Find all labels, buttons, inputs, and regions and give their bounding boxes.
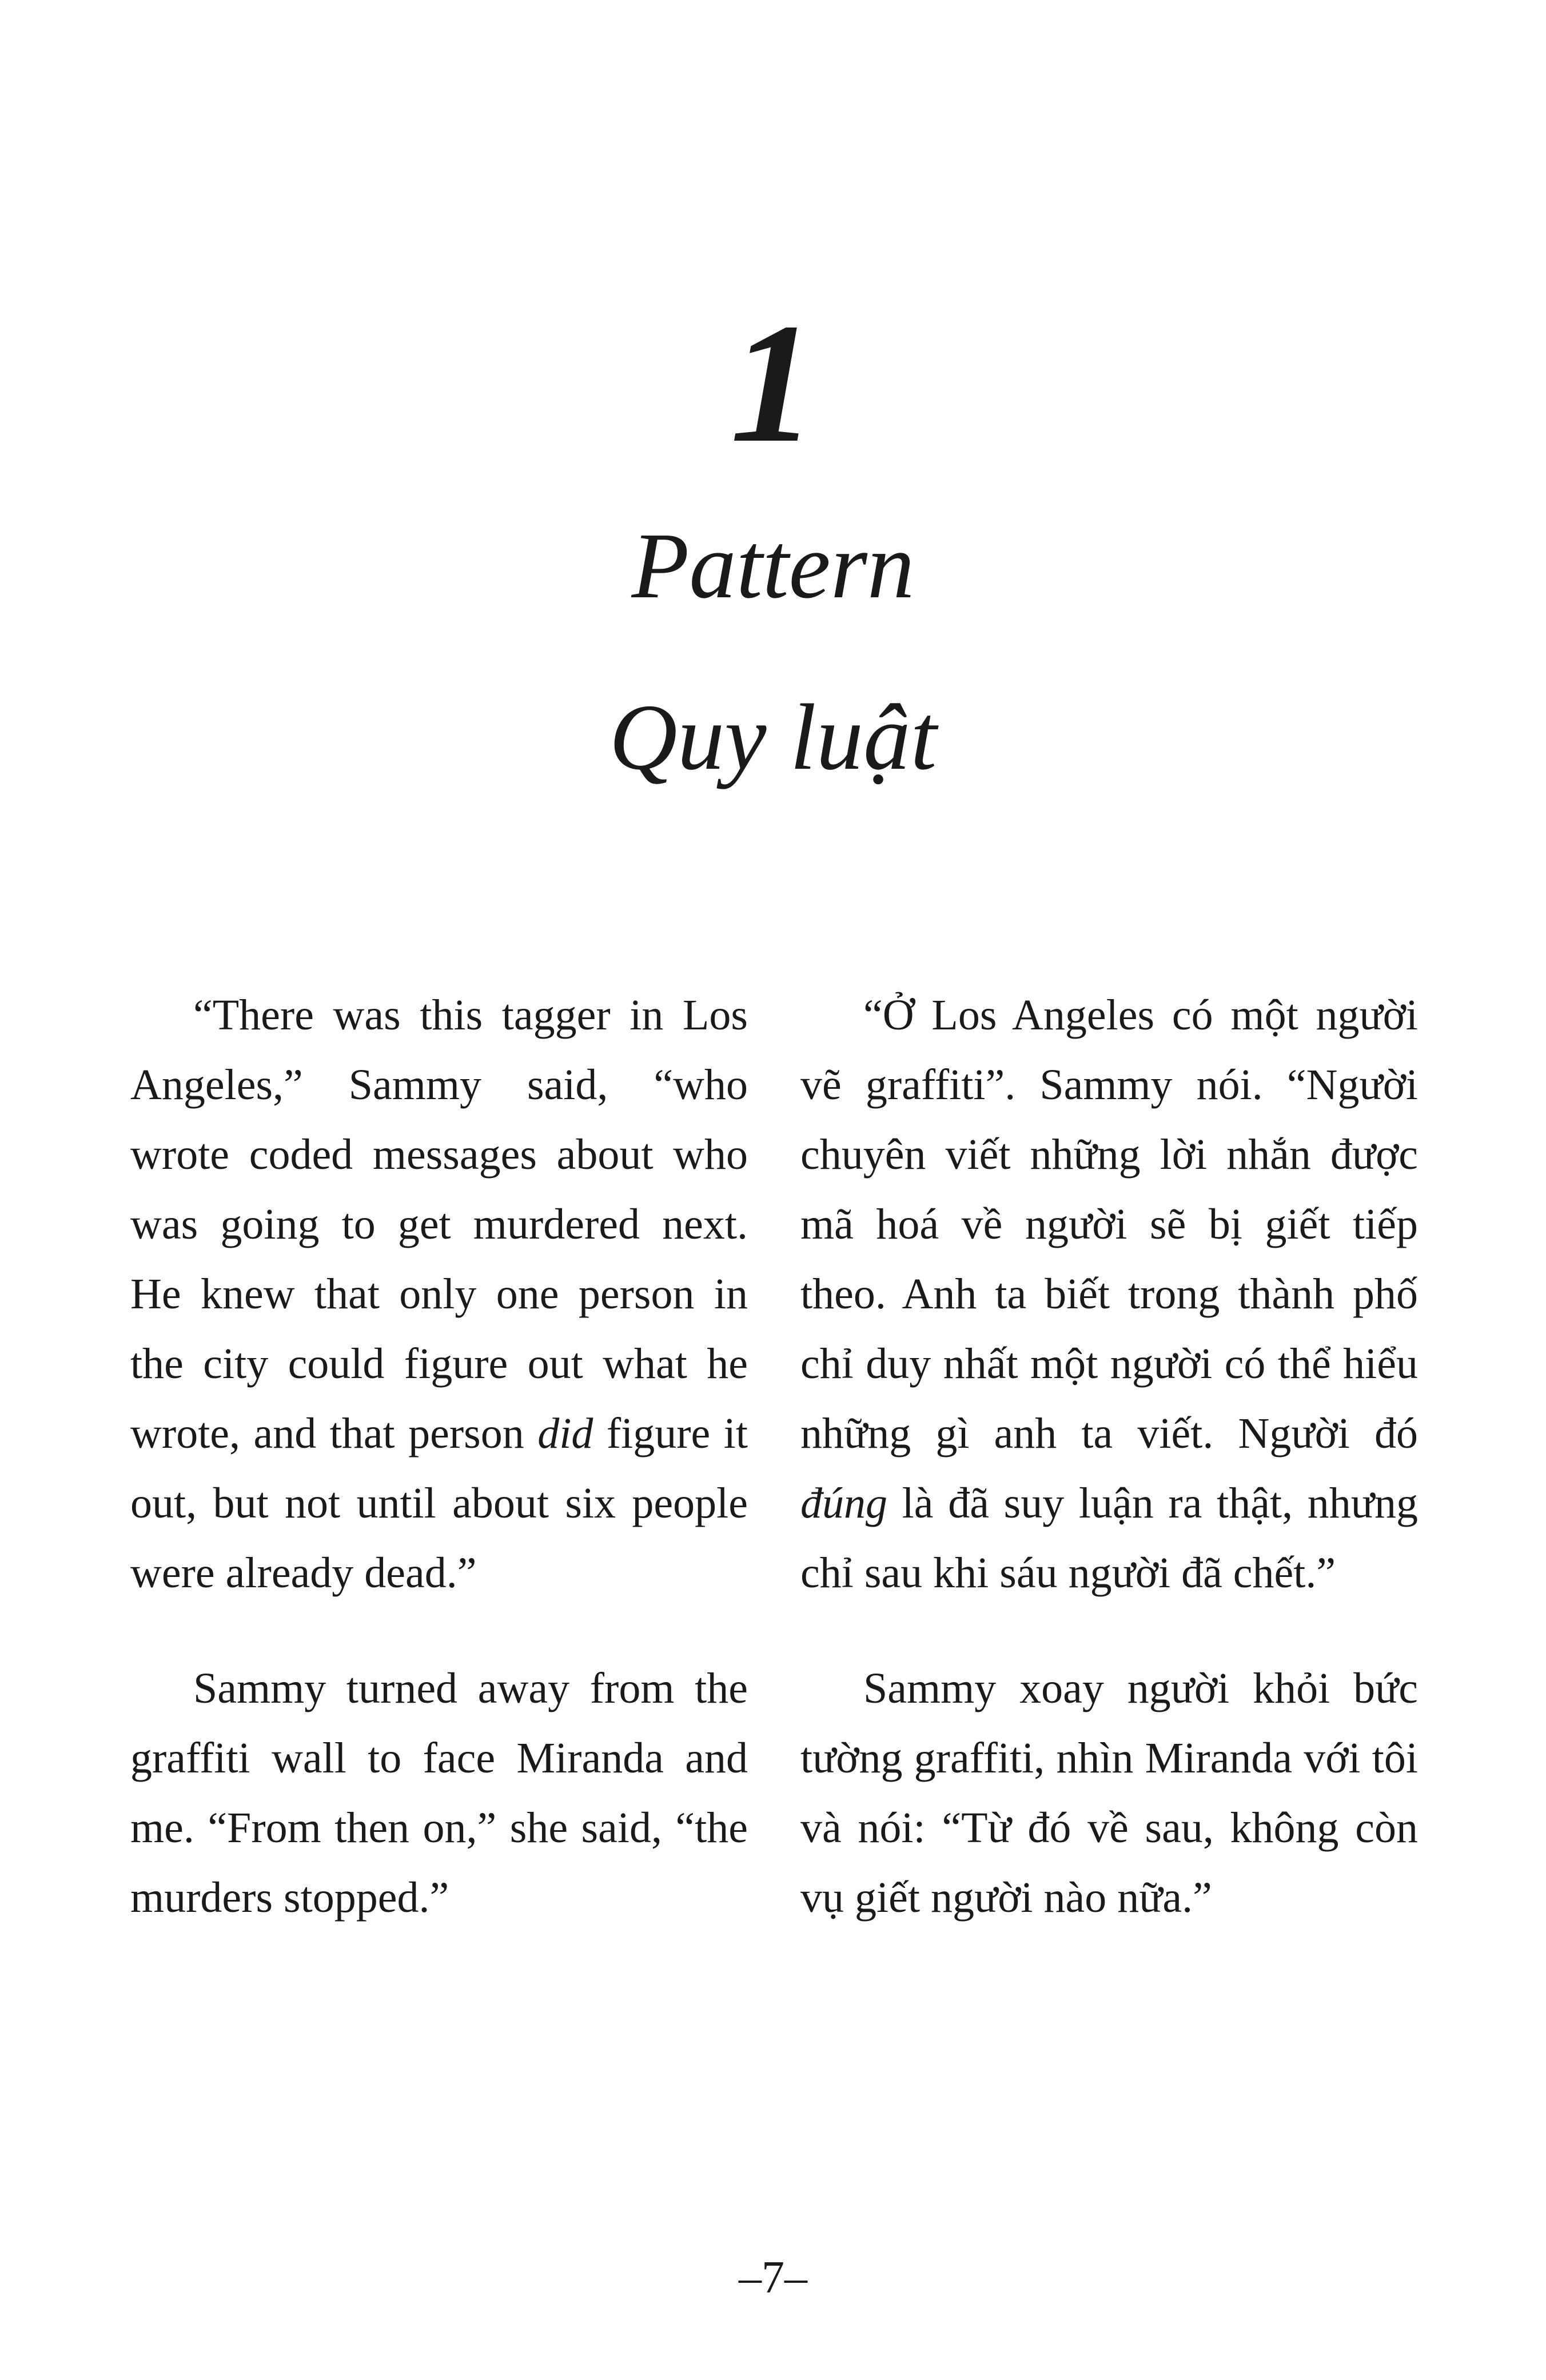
english-paragraph-2: Sammy turned away from the graffiti wall to face Miranda and me. “From then on,” she said, “the murders stopped.” <box>130 1664 748 1922</box>
english-paragraph-1-emphasis: did <box>537 1409 593 1457</box>
vietnamese-text-column <box>800 980 1418 1978</box>
chapter-title-vietnamese: Quy luật <box>609 685 937 789</box>
vietnamese-paragraph-1-start: “Ở Los Angeles có một người vẽ graffiti”. Sammy nói. “Người chuyên viết những lời nhắn được mã hoá về người sẽ bị giết tiếp theo. Anh ta biết trong thành phố chỉ duy nhất một người có thể hiểu những gì anh ta viết. Người đó <box>800 991 1418 1457</box>
vietnamese-paragraph-2: Sammy xoay người khỏi bức tường graffiti, nhìn Miranda với tôi và nói: “Từ đó về sau, không còn vụ giết người nào nữa.” <box>800 1664 1418 1922</box>
page-number: –7– <box>739 2253 807 2303</box>
english-text-column <box>130 980 748 1978</box>
chapter-title-english: Pattern <box>631 513 915 618</box>
english-paragraph-1 <box>130 980 748 1608</box>
english-paragraph-1-end: figure it out, but not until about six people were already dead.” <box>130 1409 748 1597</box>
english-paragraph-1-start: “There was this tagger in Los Angeles,” Sammy said, “who wrote coded messages about who was going to get murdered next. He knew that only one person in the city could figure out what he wrote, and that person <box>130 991 748 1457</box>
chapter-number: 1 <box>730 288 816 478</box>
vietnamese-paragraph-1-emphasis: đúng <box>800 1479 887 1527</box>
vietnamese-paragraph-1 <box>800 980 1418 1608</box>
vietnamese-paragraph-1-end: là đã suy luận ra thật, nhưng chỉ sau khi sáu người đã chết.” <box>800 1479 1418 1597</box>
